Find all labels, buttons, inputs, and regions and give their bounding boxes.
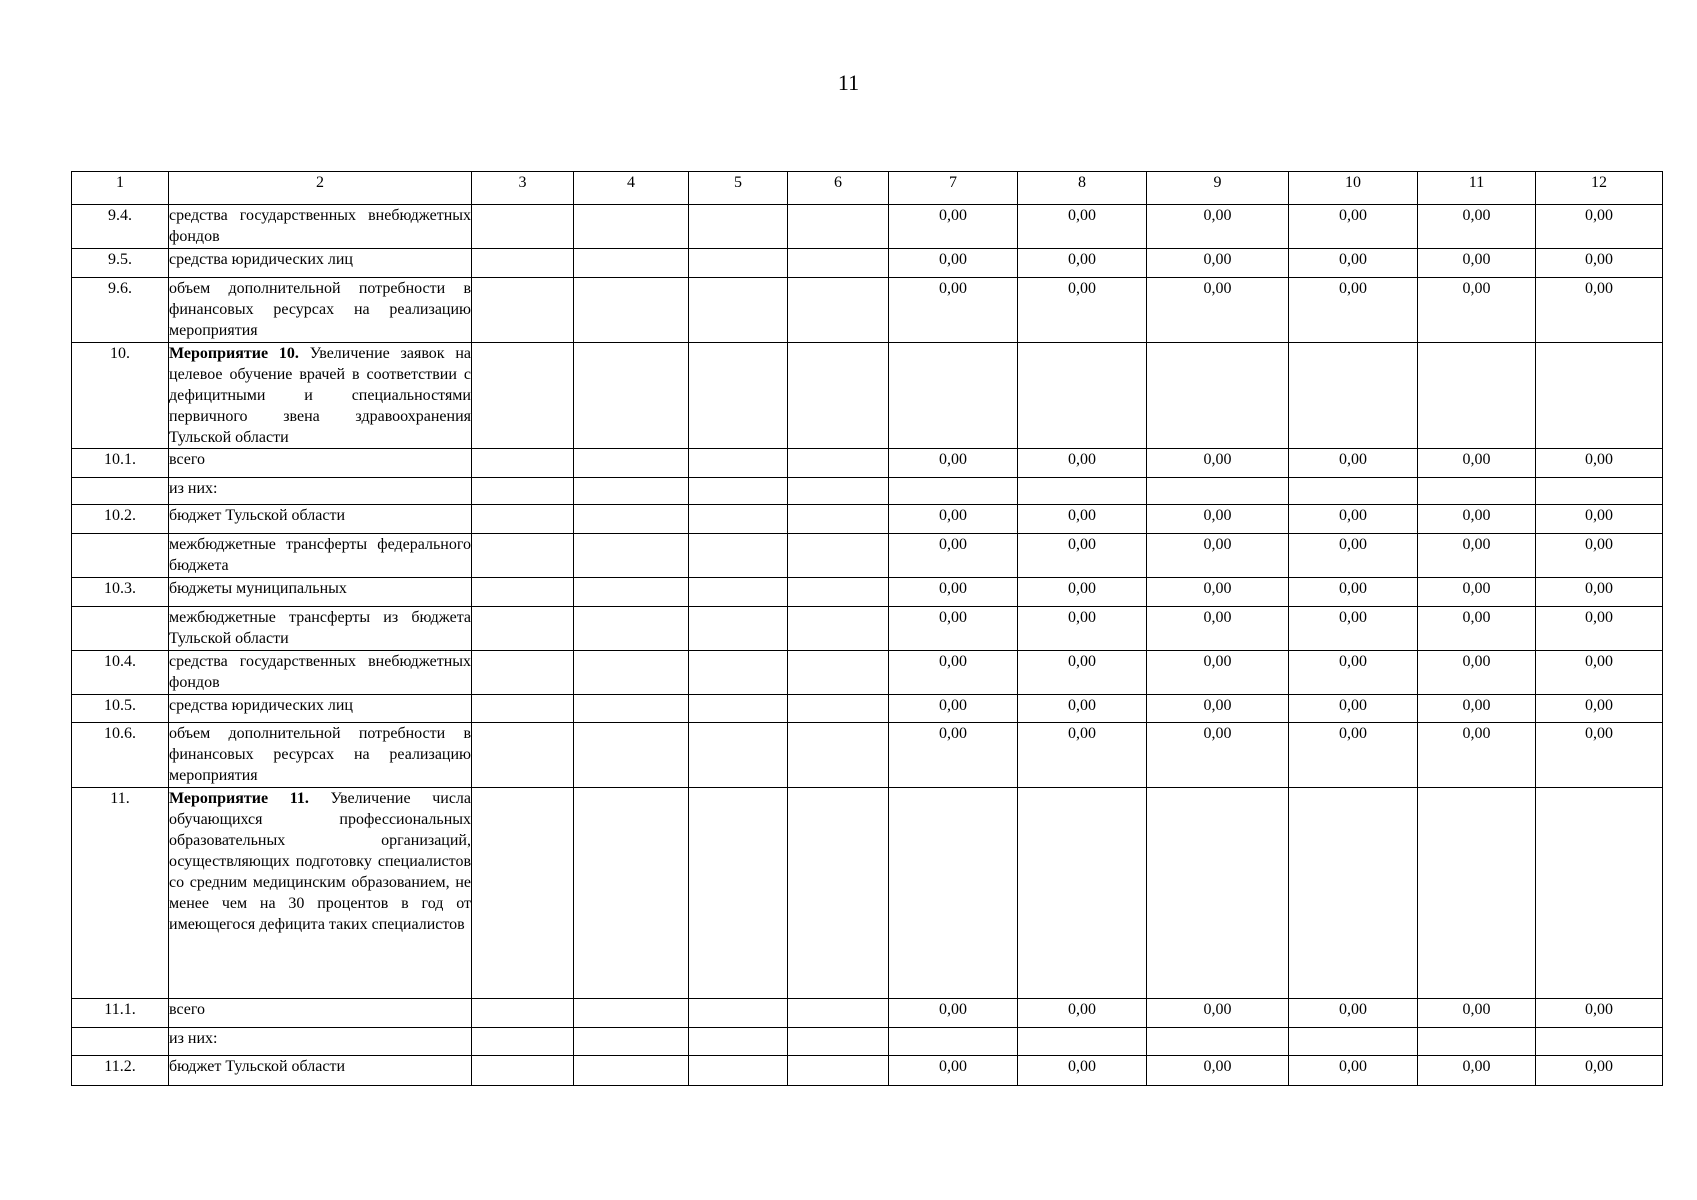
- value-cell: 0,00: [1418, 505, 1536, 534]
- value-cell: [574, 788, 689, 999]
- value-cell: 0,00: [1418, 695, 1536, 723]
- row-name: межбюджетные трансферты из бюджета Тульской области: [169, 609, 471, 647]
- value-cell: 0,00: [889, 534, 1018, 578]
- value-cell: [788, 999, 889, 1028]
- value-cell: 0,00: [1018, 278, 1147, 343]
- row-number: 10.4.: [72, 651, 169, 695]
- value-cell: [1536, 788, 1663, 999]
- value-cell: [689, 478, 788, 505]
- table-row: [72, 788, 1663, 999]
- value-cell: 0,00: [1147, 505, 1289, 534]
- row-name: бюджет Тульской области: [169, 507, 346, 524]
- row-name-cell: [169, 1028, 472, 1056]
- value-cell: 0,00: [1147, 449, 1289, 478]
- row-name: объем дополнительной потребности в финансовых ресурсах на реализацию мероприятия: [169, 725, 471, 784]
- value-cell: 0,00: [1018, 607, 1147, 651]
- value-cell: [574, 651, 689, 695]
- value-cell: [1147, 343, 1289, 449]
- row-number: [72, 1028, 169, 1056]
- row-number: 10.: [72, 343, 169, 449]
- value-cell: [788, 607, 889, 651]
- value-cell: [472, 449, 574, 478]
- row-number: 11.1.: [72, 999, 169, 1028]
- value-cell: 0,00: [1018, 578, 1147, 607]
- value-cell: [689, 1028, 788, 1056]
- row-name-cell: [169, 999, 472, 1028]
- value-cell: 0,00: [889, 205, 1018, 249]
- row-name: межбюджетные трансферты федерального бюджета: [169, 536, 471, 574]
- value-cell: 0,00: [1536, 534, 1663, 578]
- column-header: 11: [1418, 172, 1536, 205]
- value-cell: 0,00: [889, 505, 1018, 534]
- value-cell: 0,00: [1289, 651, 1418, 695]
- value-cell: [788, 651, 889, 695]
- value-cell: [1018, 478, 1147, 505]
- value-cell: [574, 695, 689, 723]
- value-cell: [788, 249, 889, 278]
- value-cell: [788, 1028, 889, 1056]
- value-cell: 0,00: [1536, 607, 1663, 651]
- row-number: 9.4.: [72, 205, 169, 249]
- value-cell: [574, 343, 689, 449]
- row-number: 11.: [72, 788, 169, 999]
- value-cell: [472, 788, 574, 999]
- value-cell: [788, 478, 889, 505]
- value-cell: [689, 505, 788, 534]
- row-name: средства юридических лиц: [169, 697, 353, 714]
- value-cell: 0,00: [1018, 449, 1147, 478]
- value-cell: [472, 999, 574, 1028]
- value-cell: [788, 534, 889, 578]
- row-name-cell: [169, 578, 472, 607]
- row-name: Увеличение числа обучающихся профессиональных образовательных организаций, осуществляющих подготовку специалистов со средним медицинским образованием, не менее чем на 30 процентов в год от имеющегося дефицита таких специалистов: [169, 790, 472, 933]
- value-cell: 0,00: [1147, 578, 1289, 607]
- value-cell: 0,00: [1418, 578, 1536, 607]
- value-cell: 0,00: [1536, 205, 1663, 249]
- value-cell: 0,00: [1147, 249, 1289, 278]
- row-number: [72, 478, 169, 505]
- value-cell: 0,00: [1289, 449, 1418, 478]
- row-name-cell: [169, 651, 472, 695]
- value-cell: [689, 578, 788, 607]
- row-name: объем дополнительной потребности в финансовых ресурсах на реализацию мероприятия: [169, 280, 471, 339]
- table-row: [72, 723, 1663, 788]
- value-cell: 0,00: [889, 249, 1018, 278]
- row-number: 11.2.: [72, 1056, 169, 1086]
- value-cell: 0,00: [889, 651, 1018, 695]
- value-cell: [1418, 788, 1536, 999]
- value-cell: 0,00: [1018, 534, 1147, 578]
- value-cell: 0,00: [1418, 205, 1536, 249]
- column-header: 7: [889, 172, 1018, 205]
- value-cell: [472, 478, 574, 505]
- value-cell: 0,00: [1147, 999, 1289, 1028]
- value-cell: [788, 449, 889, 478]
- column-header: 2: [169, 172, 472, 205]
- row-name: средства юридических лиц: [169, 251, 353, 268]
- table-row: [72, 1056, 1663, 1086]
- value-cell: 0,00: [1289, 205, 1418, 249]
- value-cell: [1147, 478, 1289, 505]
- value-cell: 0,00: [889, 723, 1018, 788]
- value-cell: [889, 1028, 1018, 1056]
- value-cell: [472, 723, 574, 788]
- table-row: [72, 534, 1663, 578]
- value-cell: [472, 651, 574, 695]
- row-name-cell: [169, 343, 472, 449]
- value-cell: [1018, 1028, 1147, 1056]
- row-name: Увеличение заявок на целевое обучение врачей в соответствии с дефицитными и специальностями первичного звена здравоохранения Тульской области: [169, 345, 472, 446]
- value-cell: 0,00: [1147, 607, 1289, 651]
- value-cell: 0,00: [889, 278, 1018, 343]
- value-cell: 0,00: [1018, 505, 1147, 534]
- value-cell: [689, 205, 788, 249]
- table-row: [72, 449, 1663, 478]
- value-cell: [1418, 343, 1536, 449]
- table-row: [72, 578, 1663, 607]
- value-cell: 0,00: [1536, 449, 1663, 478]
- value-cell: 0,00: [1536, 249, 1663, 278]
- value-cell: [689, 788, 788, 999]
- value-cell: 0,00: [1018, 651, 1147, 695]
- value-cell: [1536, 1028, 1663, 1056]
- row-name: из них:: [169, 1030, 218, 1047]
- table-row: [72, 607, 1663, 651]
- row-name: всего: [169, 451, 206, 468]
- value-cell: 0,00: [1536, 1056, 1663, 1086]
- value-cell: 0,00: [1289, 534, 1418, 578]
- value-cell: 0,00: [1418, 249, 1536, 278]
- value-cell: [889, 478, 1018, 505]
- value-cell: 0,00: [1147, 534, 1289, 578]
- value-cell: 0,00: [1147, 651, 1289, 695]
- value-cell: 0,00: [1418, 449, 1536, 478]
- row-number: 9.6.: [72, 278, 169, 343]
- column-header: 9: [1147, 172, 1289, 205]
- value-cell: [1018, 788, 1147, 999]
- value-cell: [472, 578, 574, 607]
- row-name-cell: [169, 534, 472, 578]
- value-cell: 0,00: [1018, 1056, 1147, 1086]
- value-cell: 0,00: [1018, 205, 1147, 249]
- value-cell: [574, 278, 689, 343]
- value-cell: 0,00: [1289, 1056, 1418, 1086]
- row-number: 10.3.: [72, 578, 169, 607]
- value-cell: 0,00: [1536, 278, 1663, 343]
- table-row: [72, 651, 1663, 695]
- row-name-cell: [169, 278, 472, 343]
- value-cell: [689, 249, 788, 278]
- table-row: [72, 505, 1663, 534]
- value-cell: 0,00: [1418, 651, 1536, 695]
- value-cell: [1418, 478, 1536, 505]
- column-header: 1: [72, 172, 169, 205]
- value-cell: [788, 695, 889, 723]
- value-cell: 0,00: [1018, 695, 1147, 723]
- value-cell: 0,00: [889, 607, 1018, 651]
- table-row: [72, 278, 1663, 343]
- value-cell: [574, 999, 689, 1028]
- value-cell: 0,00: [889, 695, 1018, 723]
- table-row: [72, 343, 1663, 449]
- row-number: 9.5.: [72, 249, 169, 278]
- row-number: 10.2.: [72, 505, 169, 534]
- value-cell: [689, 449, 788, 478]
- row-name: всего: [169, 1001, 206, 1018]
- value-cell: [1418, 1028, 1536, 1056]
- value-cell: 0,00: [1147, 695, 1289, 723]
- value-cell: 0,00: [1418, 999, 1536, 1028]
- value-cell: [788, 578, 889, 607]
- value-cell: 0,00: [889, 578, 1018, 607]
- value-cell: [1289, 1028, 1418, 1056]
- value-cell: 0,00: [1147, 723, 1289, 788]
- value-cell: 0,00: [889, 1056, 1018, 1086]
- row-name: бюджет Тульской области: [169, 1058, 346, 1075]
- column-header: 6: [788, 172, 889, 205]
- value-cell: 0,00: [1418, 1056, 1536, 1086]
- budget-table: [71, 171, 1663, 1086]
- value-cell: [689, 607, 788, 651]
- row-name-cell: [169, 607, 472, 651]
- row-number: 10.6.: [72, 723, 169, 788]
- row-name-cell: [169, 449, 472, 478]
- row-number: 10.1.: [72, 449, 169, 478]
- value-cell: [574, 249, 689, 278]
- value-cell: [689, 723, 788, 788]
- value-cell: [472, 695, 574, 723]
- value-cell: 0,00: [1536, 999, 1663, 1028]
- column-header: 4: [574, 172, 689, 205]
- value-cell: [574, 205, 689, 249]
- value-cell: [472, 1028, 574, 1056]
- header-row: [72, 172, 1663, 205]
- row-name-cell: [169, 205, 472, 249]
- value-cell: 0,00: [1418, 278, 1536, 343]
- value-cell: [574, 1028, 689, 1056]
- value-cell: [472, 278, 574, 343]
- column-header: 10: [1289, 172, 1418, 205]
- table-row: [72, 478, 1663, 505]
- row-name: средства государственных внебюджетных фондов: [169, 653, 471, 691]
- value-cell: 0,00: [1536, 651, 1663, 695]
- value-cell: [472, 1056, 574, 1086]
- value-cell: [574, 478, 689, 505]
- value-cell: [1289, 478, 1418, 505]
- value-cell: [788, 723, 889, 788]
- value-cell: 0,00: [1289, 695, 1418, 723]
- value-cell: 0,00: [889, 999, 1018, 1028]
- value-cell: [1536, 478, 1663, 505]
- value-cell: 0,00: [1289, 505, 1418, 534]
- page-number: 11: [837, 70, 860, 95]
- value-cell: [689, 695, 788, 723]
- row-name-cell: [169, 505, 472, 534]
- event-title: Мероприятие 10.: [169, 345, 299, 362]
- column-header: 12: [1536, 172, 1663, 205]
- value-cell: [689, 651, 788, 695]
- value-cell: 0,00: [1418, 607, 1536, 651]
- row-name: средства государственных внебюджетных фондов: [169, 207, 471, 245]
- row-name: бюджеты муниципальных: [169, 580, 347, 597]
- value-cell: [788, 205, 889, 249]
- row-number: 10.5.: [72, 695, 169, 723]
- value-cell: 0,00: [1147, 205, 1289, 249]
- event-title: Мероприятие 11.: [169, 790, 309, 807]
- value-cell: [1289, 343, 1418, 449]
- row-name-cell: [169, 788, 472, 999]
- value-cell: [472, 534, 574, 578]
- value-cell: [1147, 788, 1289, 999]
- value-cell: [889, 788, 1018, 999]
- value-cell: [689, 1056, 788, 1086]
- value-cell: [472, 205, 574, 249]
- value-cell: [788, 343, 889, 449]
- row-name: из них:: [169, 480, 218, 497]
- table-row: [72, 205, 1663, 249]
- value-cell: [689, 534, 788, 578]
- value-cell: [574, 534, 689, 578]
- value-cell: [472, 343, 574, 449]
- value-cell: [689, 999, 788, 1028]
- value-cell: 0,00: [1018, 999, 1147, 1028]
- value-cell: 0,00: [1289, 723, 1418, 788]
- table-row: [72, 999, 1663, 1028]
- row-name-cell: [169, 723, 472, 788]
- value-cell: [889, 343, 1018, 449]
- column-header: 8: [1018, 172, 1147, 205]
- value-cell: [689, 278, 788, 343]
- table-row: [72, 249, 1663, 278]
- value-cell: 0,00: [1418, 723, 1536, 788]
- value-cell: 0,00: [1289, 607, 1418, 651]
- row-number: [72, 607, 169, 651]
- value-cell: [1289, 788, 1418, 999]
- value-cell: [574, 1056, 689, 1086]
- value-cell: [574, 449, 689, 478]
- value-cell: 0,00: [1536, 695, 1663, 723]
- value-cell: [1018, 343, 1147, 449]
- row-name-cell: [169, 478, 472, 505]
- value-cell: 0,00: [1147, 278, 1289, 343]
- value-cell: [574, 578, 689, 607]
- value-cell: [472, 249, 574, 278]
- value-cell: 0,00: [1536, 578, 1663, 607]
- value-cell: 0,00: [1289, 249, 1418, 278]
- row-number: [72, 534, 169, 578]
- value-cell: [788, 788, 889, 999]
- column-header: 5: [689, 172, 788, 205]
- value-cell: 0,00: [889, 449, 1018, 478]
- value-cell: 0,00: [1147, 1056, 1289, 1086]
- value-cell: [788, 278, 889, 343]
- value-cell: 0,00: [1289, 278, 1418, 343]
- row-name-cell: [169, 1056, 472, 1086]
- column-header: 3: [472, 172, 574, 205]
- value-cell: [574, 723, 689, 788]
- value-cell: [788, 1056, 889, 1086]
- value-cell: [1536, 343, 1663, 449]
- value-cell: [574, 607, 689, 651]
- value-cell: 0,00: [1536, 723, 1663, 788]
- value-cell: 0,00: [1018, 249, 1147, 278]
- row-name-cell: [169, 249, 472, 278]
- table-row: [72, 695, 1663, 723]
- row-name-cell: [169, 695, 472, 723]
- value-cell: [788, 505, 889, 534]
- value-cell: [472, 607, 574, 651]
- value-cell: [689, 343, 788, 449]
- value-cell: [472, 505, 574, 534]
- value-cell: [574, 505, 689, 534]
- value-cell: 0,00: [1536, 505, 1663, 534]
- value-cell: [1147, 1028, 1289, 1056]
- value-cell: 0,00: [1289, 999, 1418, 1028]
- table-row: [72, 1028, 1663, 1056]
- value-cell: 0,00: [1018, 723, 1147, 788]
- value-cell: 0,00: [1418, 534, 1536, 578]
- value-cell: 0,00: [1289, 578, 1418, 607]
